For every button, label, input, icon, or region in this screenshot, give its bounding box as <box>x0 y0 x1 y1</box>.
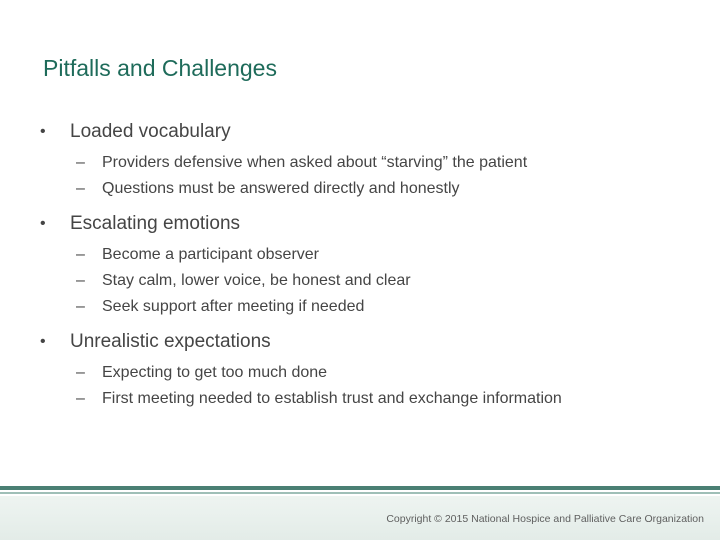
sub-dash: – <box>76 272 85 289</box>
sub-item <box>0 294 720 320</box>
slide-footer <box>0 484 720 540</box>
footer-divider <box>0 486 720 490</box>
sub-list <box>0 360 720 412</box>
sub-text: Questions must be answered directly and honestly <box>102 180 460 197</box>
sub-text: Seek support after meeting if needed <box>102 298 365 315</box>
sub-dash: – <box>76 180 85 197</box>
footer-divider-thin <box>0 492 720 494</box>
bullet-marker: • <box>40 123 46 140</box>
sub-dash: – <box>76 298 85 315</box>
sub-item <box>0 150 720 176</box>
sub-text: Stay calm, lower voice, be honest and clear <box>102 272 411 289</box>
bullet-text: Loaded vocabulary <box>70 121 231 142</box>
sub-list <box>0 242 720 320</box>
bullet-item <box>0 328 720 356</box>
sub-item <box>0 242 720 268</box>
bullet-text: Unrealistic expectations <box>70 331 271 352</box>
bullet-item <box>0 118 720 146</box>
sub-dash: – <box>76 390 85 407</box>
sub-item <box>0 176 720 202</box>
sub-item <box>0 386 720 412</box>
copyright-notice: Copyright © 2015 National Hospice and Palliative Care Organization <box>386 513 704 525</box>
sub-text: Providers defensive when asked about “starving” the patient <box>102 154 528 171</box>
bullet-marker: • <box>40 333 46 350</box>
bullet-list <box>0 118 720 420</box>
slide-title: Pitfalls and Challenges <box>43 55 277 81</box>
sub-text: Become a participant observer <box>102 246 319 263</box>
bullet-text: Escalating emotions <box>70 213 241 234</box>
sub-item <box>0 360 720 386</box>
sub-dash: – <box>76 364 85 381</box>
sub-item <box>0 268 720 294</box>
sub-text: First meeting needed to establish trust and exchange information <box>102 390 562 407</box>
sub-text: Expecting to get too much done <box>102 364 328 381</box>
sub-dash: – <box>76 246 85 263</box>
sub-list <box>0 150 720 202</box>
bullet-marker: • <box>40 215 46 232</box>
bullet-item <box>0 210 720 238</box>
sub-dash: – <box>76 154 85 171</box>
